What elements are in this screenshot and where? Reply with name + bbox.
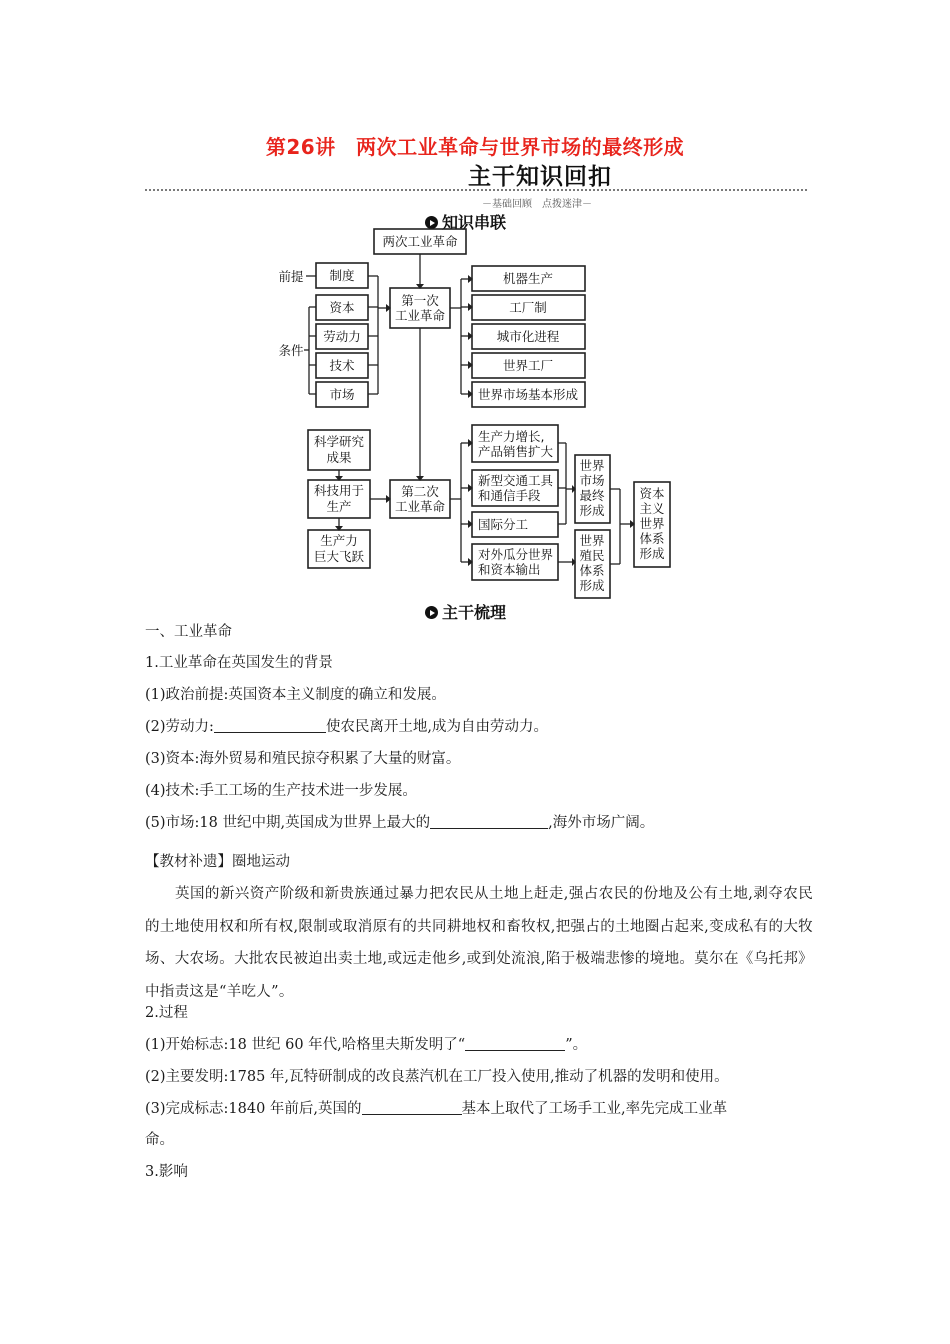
knowledge-diagram [0,0,950,600]
capitalist-label: 形成 [639,546,665,561]
second-outcome-label: 和资本输出 [478,562,541,577]
condition-label: 资本 [329,300,355,315]
process-point [145,1035,587,1055]
item-heading: 3.影响 [145,1164,188,1180]
second-outcome-label: 新型交通工具 [478,473,554,488]
second-outcome-label: 国际分工 [478,517,529,532]
outline-heading-text: 主干梳理 [442,603,507,622]
first-outcome-label: 机器生产 [502,271,554,286]
background-point: (3)资本:海外贸易和殖民掠夺积累了大量的财富。 [145,751,461,767]
colonial-label: 体系 [579,563,605,578]
background-point: (4)技术:手工工场的生产技术进一步发展。 [145,783,417,799]
second-outcome-label: 对外瓜分世界 [478,547,554,562]
item-heading: 1.工业革命在英国发生的背景 [145,655,333,671]
process-point: (2)主要发明:1785 年,瓦特研制成的改良蒸汽机在工厂投入使用,推动了机器的发明和使用。 [145,1069,729,1085]
condition-label: 技术 [329,358,355,373]
background-point: (1)政治前提:英国资本主义制度的确立和发展。 [145,687,446,703]
second-outcome-label: 和通信手段 [478,488,541,503]
section-banner: 主干知识回扣 [468,164,612,190]
supplement-title: 【教材补遗】圈地运动 [145,854,290,870]
text-span: (2)劳动力: [145,719,214,735]
capitalist-label: 世界 [639,516,665,531]
conditions-label: 条件 [278,343,304,358]
background-point [145,717,548,737]
item-heading: 2.过程 [145,1005,188,1021]
process-point-continuation: 命。 [145,1132,174,1148]
process-point [145,1099,727,1119]
second-outcome-label: 生产力增长, [478,429,545,444]
fill-blank[interactable] [430,813,548,829]
condition-label: 劳动力 [323,329,361,344]
text-span: 基本上取代了工场手工业,率先完成工业革 [461,1101,728,1117]
supplement-paragraph: 英国的新兴资产阶级和新贵族通过暴力把农民从土地上赶走,强占农民的份地及公有土地,剥夺农民的土地使用权和所有权,限制或取消原有的共同耕地权和畜牧权,把强占的土地圈占起来,变成私有的大牧场、大农场。大批农民被迫出卖土地,或远走他乡,或到处流浪,陷于极端悲惨的境地。莫尔在《乌托邦》中指责这是“羊吃人”。 [145,886,813,1000]
premise-label: 前提 [278,269,304,284]
first-outcome-label: 世界工厂 [502,358,554,373]
colonial-label: 殖民 [579,548,605,563]
capitalist-label: 体系 [639,531,665,546]
fill-blank[interactable] [214,717,326,733]
world-market-label: 市场 [579,473,605,488]
capitalist-label: 资本 [639,486,665,501]
play-bullet-icon [425,606,438,619]
science-label: 科技用于 [313,483,365,498]
science-label: 巨大飞跃 [313,549,365,564]
outline-heading [425,600,506,623]
first-revolution-label: 第一次 [401,293,439,308]
text-span: ”。 [565,1037,588,1053]
first-outcome-label: 世界市场基本形成 [477,387,579,402]
top-box-label: 两次工业革命 [382,234,458,249]
first-outcome-label: 城市化进程 [496,329,560,344]
first-revolution-label: 工业革命 [394,308,446,323]
science-label: 科学研究 [313,434,365,449]
world-market-label: 世界 [579,458,605,473]
second-revolution-label: 第二次 [401,484,439,499]
science-label: 生产力 [320,533,358,548]
fill-blank[interactable] [362,1099,462,1115]
lecture-title: 第26讲 两次工业革命与世界市场的最终形成 [265,135,685,159]
text-span: 使农民离开土地,成为自由劳动力。 [325,719,549,735]
science-label: 生产 [326,499,352,514]
background-point [145,813,654,833]
second-outcome-label: 产品销售扩大 [478,444,554,459]
text-span: (3)完成标志:1840 年前后,英国的 [145,1101,362,1117]
text-span: (1)开始标志:18 世纪 60 年代,哈格里夫斯发明了“ [145,1037,466,1053]
world-market-label: 最终 [579,488,605,503]
section-heading: 一、工业革命 [145,624,232,640]
section-sub-banner: －基础回顾 点拨迷津－ [482,199,592,210]
text-span: ,海外市场广阔。 [548,815,655,831]
second-revolution-label: 工业革命 [394,499,446,514]
premise-box-label: 制度 [329,268,355,283]
world-market-label: 形成 [579,503,605,518]
capitalist-label: 主义 [639,501,665,516]
science-label: 成果 [326,450,352,465]
fill-blank[interactable] [465,1035,565,1051]
colonial-label: 世界 [579,533,605,548]
knowledge-chain-heading-text: 知识串联 [442,213,507,232]
text-span: (5)市场:18 世纪中期,英国成为世界上最大的 [145,815,431,831]
first-outcome-label: 工厂制 [509,300,547,315]
condition-label: 市场 [329,387,355,402]
colonial-label: 形成 [579,578,605,593]
